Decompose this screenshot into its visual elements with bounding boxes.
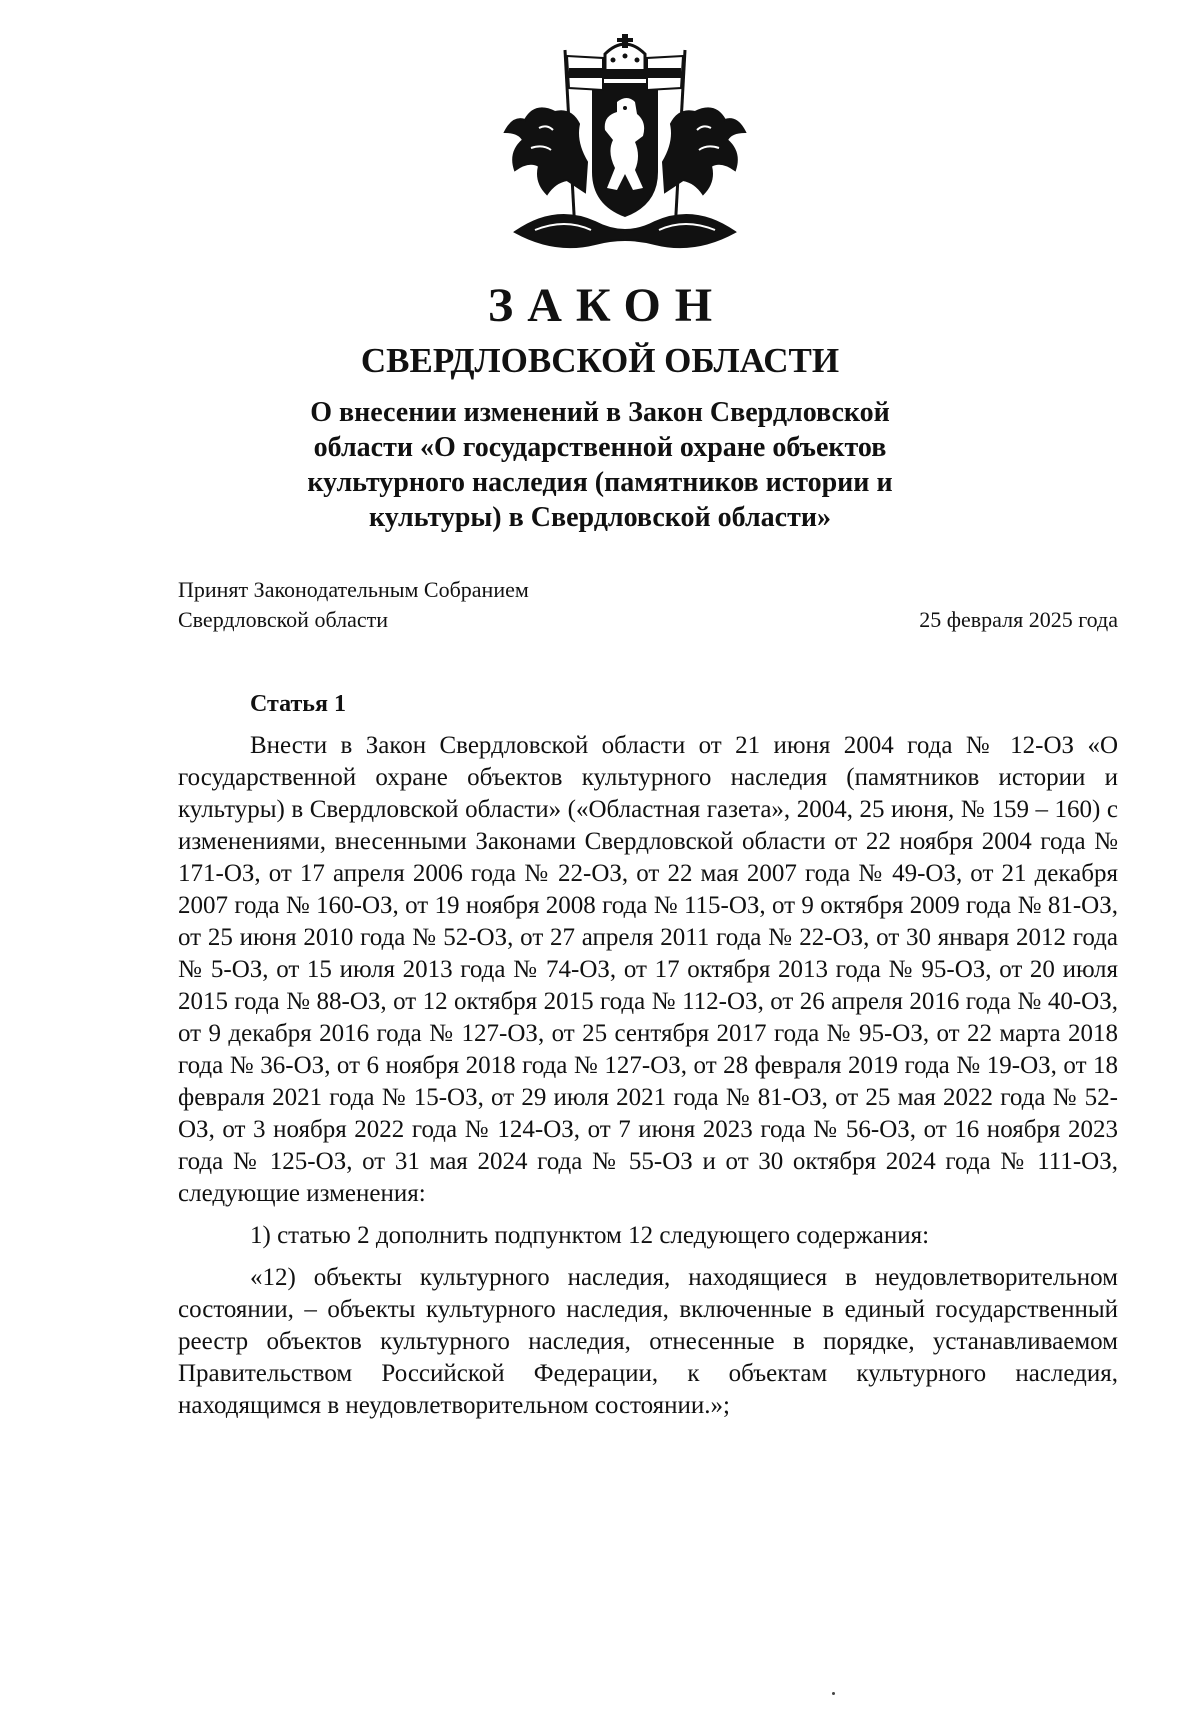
article-title: Статья 1 bbox=[250, 691, 346, 717]
coat-of-arms-icon bbox=[495, 32, 755, 254]
page-mark bbox=[832, 1692, 835, 1695]
adoption-line-2: Свердловской области bbox=[178, 607, 388, 632]
adoption-block bbox=[178, 575, 1118, 635]
adoption-date: 25 февраля 2025 года bbox=[919, 607, 1118, 632]
article-item-1: 1) статью 2 дополнить подпунктом 12 следующего содержания: bbox=[250, 1222, 930, 1249]
article-intro: Внести в Закон Свердловской области от 21 июня 2004 года № 12-ОЗ «О государственной охране объектов культурного наследия (памятников истории и культуры) в Свердловской области» («Областная газета», 2004, 25 июня, № 159 – 160) с изменениями, внесенными Законами Свердловской области от 22 ноября 2004 года № 171-ОЗ, от 17 апреля 2006 года № 22-ОЗ, от 22 мая 2007 года № 49-ОЗ, от 21 декабря 2007 года № 160-ОЗ, от 19 ноября 2008 года № 115-ОЗ, от 9 октября 2009 года № 81-ОЗ, от 25 июня 2010 года № 52-ОЗ, от 27 апреля 2011 года № 22-ОЗ, от 30 января 2012 года № 5-ОЗ, от 15 июля 2013 года № 74-ОЗ, от 17 октября 2013 года № 95-ОЗ, от 20 июля 2015 года № 88-ОЗ, от 12 октября 2015 года № 112-ОЗ, от 26 апреля 2016 года № 40-ОЗ, от 9 декабря 2016 года № 127-ОЗ, от 25 сентября 2017 года № 95-ОЗ, от 22 марта 2018 года № 36-ОЗ, от 6 ноября 2018 года № 127-ОЗ, от 28 февраля 2019 года № 19-ОЗ, от 18 февраля 2021 года № 15-ОЗ, от 29 июля 2021 года № 81-ОЗ, от 25 мая 2022 года № 52-ОЗ, от 3 ноября 2022 года № 124-ОЗ, от 7 июня 2023 года № 56-ОЗ, от 16 ноября 2023 года № 125-ОЗ, от 31 мая 2024 года № 55-ОЗ и от 30 октября 2024 года № 111-ОЗ, следующие изменения: bbox=[178, 732, 1118, 1207]
article-item-1-text: «12) объекты культурного наследия, находящиеся в неудовлетворительном состоянии, – объекты культурного наследия, включенные в единый государственный реестр объектов культурного наследия, отнесенные в порядке, устанавливаемом Правительством Российской Федерации, к объектам культурного наследия, находящимся в неудовлетворительном состоянии.»; bbox=[178, 1264, 1118, 1419]
law-subject: О внесении изменений в Закон Свердловской области «О государственной охране объектов культурного наследия (памятников истории и культуры) в Свердловской области» bbox=[307, 397, 893, 533]
region-title: СВЕРДЛОВСКОЙ ОБЛАСТИ bbox=[360, 341, 840, 380]
adoption-line-1: Принят Законодательным Собранием bbox=[178, 577, 529, 602]
article-body bbox=[178, 730, 1118, 1422]
law-title: ЗАКОН bbox=[487, 279, 727, 332]
